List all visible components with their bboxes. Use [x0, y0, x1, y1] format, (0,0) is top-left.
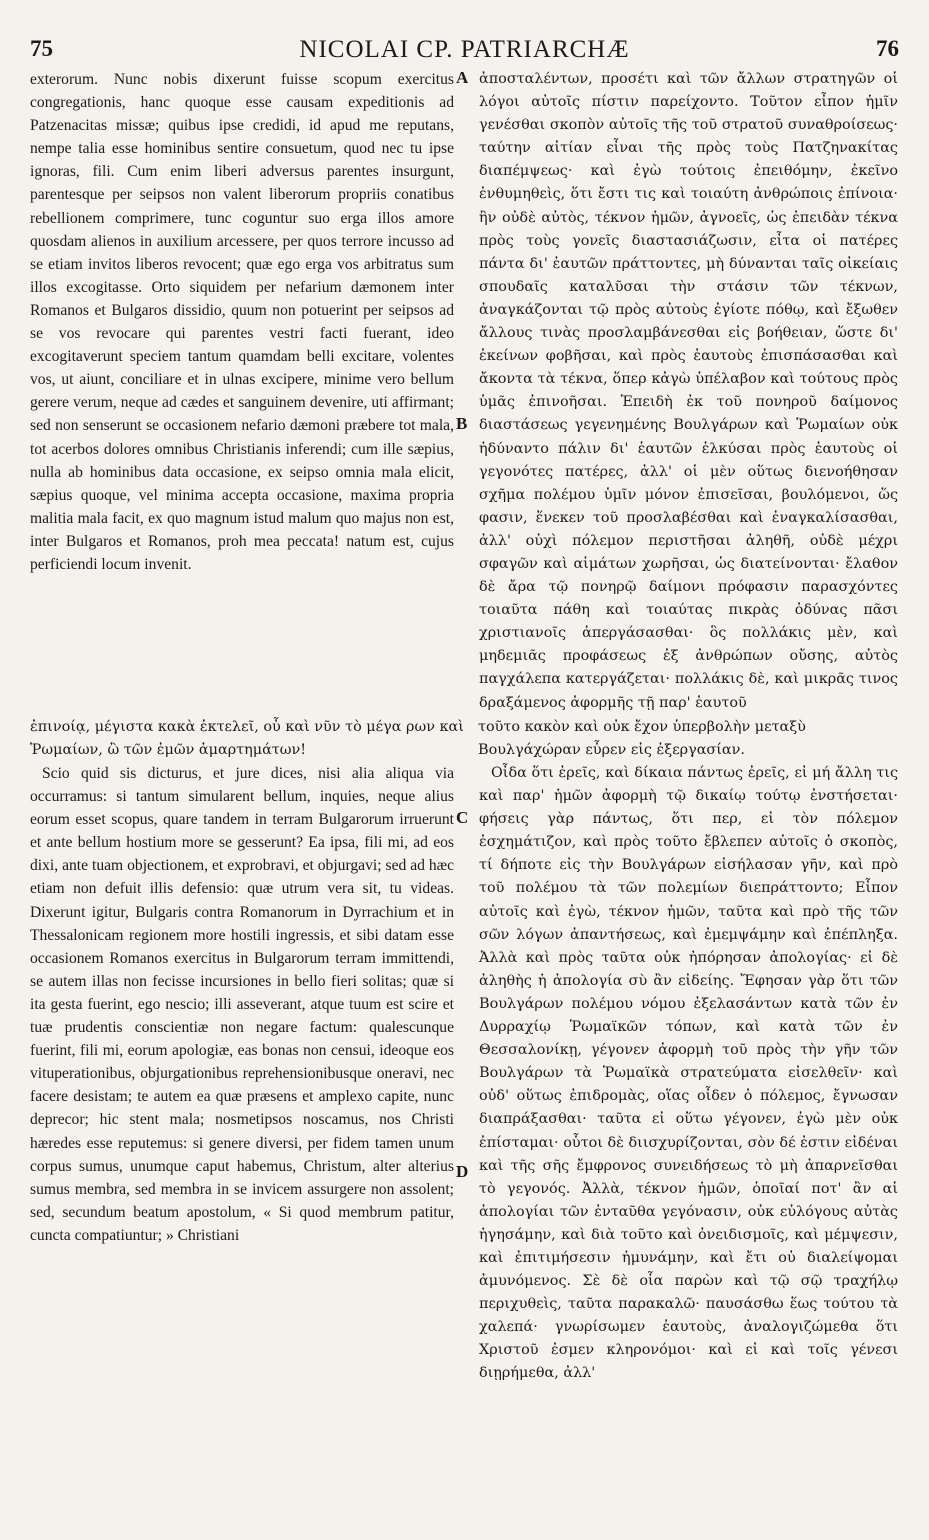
margin-marker-b: B: [456, 414, 468, 433]
latin-column-bottom: [30, 762, 454, 1247]
page-number-right: 76: [876, 36, 899, 61]
running-title: NICOLAI CP. PATRIARCHÆ: [299, 36, 630, 63]
greek-span-left: ἐπινοίᾳ, μέγιστα κακὰ ἐκτελεῖ, οὗ καὶ νῦν τὸ μέγα ρων καὶ Ῥωμαίων, ὢ τῶν ἐμῶν ἁμαρτημάτων!: [30, 719, 464, 758]
latin-column-top: [30, 68, 454, 576]
margin-marker-c: C: [456, 808, 469, 827]
greek-column-top: [479, 68, 898, 715]
latin-paragraph-1: exterorum. Nunc nobis dixerunt fuisse scopum exercitus congregationis, hanc quoque esse causam expeditionis ad Patzenacitas missæ; quibus ipse credidi, id apud me reputans, nempe talia esse hominibus sentire consuetum, quod nec tu ipse ignoras, fili. Cum enim liberi adversus parentes insurgunt, parentesque per seipsos non valent liberorum propriis conatibus rebellionem comprimere, tunc coguntur suo erga illos amore quosdam alienos in auxilium arcessere, per quos terrore incusso ad se etiam invitos liberos revocent; quæ ego erga vos arbitratus sum illos excogitasse. Orto siquidem per nefarium dæmonem inter Romanos et Bulgaros dissidio, quum non potuerint per seipsos ad se vos revocare qui parentes vestri facti fuerant, ideo excogitaverunt speciem tantum quamdam belli excitare, volentes vos, ut aiunt, conciliare et in ulnas excipere, minime vero bellum gerere verum, neque ad cædes et sanguinem devenire, uti affirmant; sed non senserunt se occasionem nefario dæmoni præbere tot mala, tot acerbos dolores omnibus Christianis inferendi; cum ille sæpius, nulla ab hominibus data occasione, ex seipso omnia mala elicit, sæpius quoque, vel minima accepta occasione, maxima propria malitia mala facit, ex quo magnum istud malum quo majus non est, inter Bulgaros et Romanos, proh mea peccata! natum est, cujus perficiendi locum invenit.: [30, 71, 454, 573]
margin-marker-d: D: [456, 1162, 469, 1181]
greek-paragraph-1: ἀποσταλέντων, προσέτι καὶ τῶν ἄλλων στρατηγῶν οἱ λόγοι αὐτοῖς πίστιν παρείχοντο. Τοῦτον εἶπον ἡμῖν γενέσθαι σκοπὸν αὐτοῖς τῆς τοῦ στρατοῦ συναθροίσεως· ταύτην αἰτίαν εἶναι τῆς πρὸς τοὺς Πατζηνακίτας διαπέμψεως· καὶ ἐγὼ τούτοις ἐπειθόμην, ἐκεῖνο ἐνθυμηθεὶς, ὅτι ἔστι τις καὶ τοιαύτη ἀνθρώποις ἐπίνοια· ἣν οὐδὲ αὐτὸς, τέκνον ἡμῶν, ἀγνοεῖς, ὡς ἐπειδὰν τέκνα πρὸς τοὺς γονεῖς διαστασιάζωσιν, εἶτα οἱ πατέρες πάντα δι' ἑαυτῶν πράττοντες, μὴ δύνανται ταῖς οἰκείαις σπουδαῖς καταλῦσαι τὴν στάσιν τῶν τέκνων, ἀναγκάζονται τῷ πρὸς αὐτοὺς ἐγίοτε πόθῳ, καὶ ἔξωθεν ἄλλους τινὰς προσλαμβάνεσθαι εἰς βοήθειαν, ὥστε δι' ἐκείνων φοβῆσαι, καὶ πρὸς ἑαυτοὺς ἐπισπάσασθαι καὶ ἄκοντα τὰ τέκνα, ὅπερ κἀγὼ ὑπέλαβον καὶ τούτους πρὸς ὑμᾶς ἐπινοῆσαι. Ἐπειδὴ ἐκ τοῦ πονηροῦ δαίμονος διαστάσεως γεγενημένης Βουλγάρων καὶ Ῥωμαίων οὐκ ἠδύναντο πάλιν δι' ἑαυτῶν ἑλκύσαι πρὸς ἑαυτοὺς οἱ γεγονότες πατέρες, ἀλλ' οἱ μὲν οὕτως διενοήθησαν σχῆμα πολέμου ὑμῖν μόνον ἐπισεῖσαι, βουλόμενοι, ὥς φασιν, ἕνεκεν τοῦ προσλαβέσθαι καὶ ἐναγκαλίσασθαι, ἀλλ' οὐχὶ πόλεμον περιστῆσαι ἀληθῆ, οὐδὲ μέχρι σφαγῶν καὶ αἱμάτων χωρῆσαι, ὡς διατείνονται· ἔλαθον δὲ ἄρα τῷ πονηρῷ δαίμονι πρόφασιν παρασχόντες τοιαῦτα πάθη καὶ τοιαύτας πικρὰς ὀδύνας πᾶσι χριστιανοῖς ἀπεργάσασθαι· ὃς πολλάκις μὲν, καὶ μηδεμιᾶς προφάσεως ἐξ ἀνθρώπων οὔσης, αὐτὸς παγχάλεπα κατεργάζεται· πολλάκις δὲ, καὶ μικρᾶς τινος δραξάμενος ἀφορμῆς τῇ παρ' ἑαυτοῦ: [479, 71, 898, 711]
page-header: [30, 36, 899, 70]
greek-paragraph-2: Οἶδα ὅτι ἐρεῖς, καὶ δίκαια πάντως ἐρεῖς, εἰ μή ἄλλη τις καὶ παρ' ἡμῶν ἀφορμὴ τῷ δικαίῳ τούτῳ ἐνστήσεται· φήσεις γὰρ πάντως, ὅτι περ, εἰ τὸν πόλεμον ἐσχημάτιζον, καὶ πρὸς τοῦτο ἔβλεπεν αὐτοῖς ὁ σκοπὸς, τί δήποτε εἰς τὴν Βουλγάρων εἰσήλασαν γῆν, καὶ πρὸ τοῦ πολέμου τὰ τῶν πολεμίων διεπράττοντο; Εἶπον αὐτοῖς καὶ ἐγὼ, τέκνον ἡμῶν, ταῦτα καὶ πρὸ τῆς τῶν σῶν λόγων ἀπαντήσεως, καὶ ἐμεμψάμην καὶ ἐπέπληξα. Ἀλλὰ καὶ πρὸς ταῦτα οὐκ ἠπόρησαν ἀπολογίας· εἰ δὲ ἀληθὴς ἡ ἀπολογία σὺ ἂν εἰδείης. Ἔφησαν γὰρ ὅτι τῶν Βουλγάρων πολέμου νόμου ἐξελασάντων κατὰ τῶν ἐν Δυρραχίῳ Ῥωμαϊκῶν τόπων, καὶ κατὰ τῶν ἐν Θεσσαλονίκῃ, γέγονεν ἀφορμὴ τοῦ πρὸς τὴν γῆν τῶν Βουλγάρων τὰ Ῥωμαϊκὰ στρατεύματα εἰσελθεῖν· καὶ οὐδ' οὕτως ἐπιδρομὰς, οἵας οἶδεν ὁ πόλεμος, ἔγνωσαν διαπράξασθαι· ταῦτα εἰ οὕτω γέγονεν, ἐγὼ μὲν οὐκ ἐπίσταμαι· οὗτοι δὲ διισχυρίζονται, σὸν δέ ἐστιν εἰδέναι καὶ τῆς σῆς ἔμφρονος συνειδήσεως τὸ μὴ ἀπαρνεῖσθαι τὸ γεγονός. Ἀλλὰ, τέκνον ἡμῶν, ὁποῖαί ποτ' ἂν αἱ ἀπολογίαι τῶν ἐνταῦθα γεγόνασιν, οὐκ εὐλόγους αὐτὰς ἡγησάμην, καὶ διὰ τοῦτο καὶ ὀνειδισμοῖς, καὶ μέμψεσιν, καὶ ἐπιτιμήσεσιν ἠμυνάμην, καὶ ἔτι οὐ διαλείψομαι ἀμυνόμενος. Σὲ δὲ οἷα παρὼν καὶ τῷ σῷ τραχήλῳ περιχυθεὶς, ταῦτα παρακαλῶ· παυσάσθω ἕως τούτου τὰ χαλεπά· γνωρίσωμεν ἑαυτοὺς, ἀναλογιζώμεθα ὅτι Χριστοῦ ἐσμεν κληρονόμοι· καὶ εἰ καὶ τοῖς γένεσι διῃρήμεθα, ἀλλ': [479, 765, 898, 1382]
page-number-left: 75: [30, 36, 53, 61]
latin-paragraph-2: Scio quid sis dicturus, et jure dices, nisi alia aliqua via occurramus: si tantum simularent bellum, inquies, neque alius eorum esset scopus, quare tandem in terram Bulgarorum irruerunt et ante bellum hostium more se gesserunt? Ea ipsa, fili mi, ad eos dixi, ante tuam objectionem, et exprobravi, et objurgavi; sed ad hæc etiam non defuit illis defensio: quæ utrum vera sit, tu videas. Dixerunt igitur, Bulgaris contra Romanorum in Dyrrachium et in Thessalonicam regionem more hostili ingressis, et sibi datam esse occasionem Romanos exercitus in Bulgarorum terram immittendi, se autem illas non fecisse incursiones in bello fieri solitas; quæ si ita gesta fuerint, ego nescio; illi asseverant, atque tuum est scire et tuæ prudentis conscientiæ non negare factum: qualescunque fuerint, fili mi, eorum apologiæ, eas bonas non censui, ideoque eos vituperationibus, objurgationibus reprehensionibusque oneravi, nec facere desistam; te autem ea quæ præsens et amplexo capite, nunc deprecor; hic stent mala; nosmetipsos noscamus, nos Christi hæredes esse reputemus: si genere diversi, per fidem tamen unum corpus sumus, unumque caput habemus, Christum, alter alterius sumus membra, sed membra in se invicem assurgere non assolent; sed, secundum beatum apostolum, « Si quod membrum patitur, cuncta compatiuntur; » Christiani: [30, 765, 454, 1244]
greek-column-bottom: [479, 762, 898, 1386]
greek-spanning-line: [30, 716, 898, 762]
margin-marker-a: A: [456, 68, 469, 87]
greek-span-right: τοῦτο κακὸν καὶ οὐκ ἔχον ὑπερβολὴν μεταξὺ Βουλγάχώραν εὗρεν εἰς ἐξεργασίαν.: [478, 719, 806, 758]
